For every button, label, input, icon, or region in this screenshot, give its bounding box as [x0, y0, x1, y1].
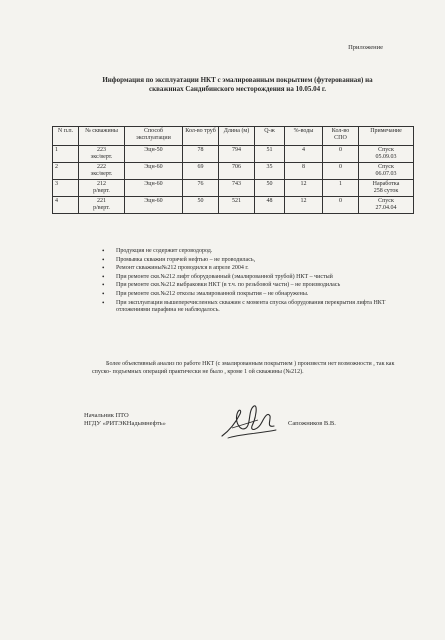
col-header-pipes: Кол-во труб: [183, 127, 219, 146]
cell-water: 12: [285, 180, 323, 197]
bullet-icon: •: [102, 255, 105, 264]
cell-q: 48: [255, 197, 285, 214]
cell-spo: 0: [323, 197, 359, 214]
list-item-text: Продукция не содержит сероводород.: [116, 248, 213, 254]
cell-spo: 1: [323, 180, 359, 197]
list-item: [102, 282, 402, 290]
well-type: р/верт.: [93, 205, 110, 211]
well-type: экс/верт.: [90, 154, 113, 160]
signatory-name: Сапожников В.В.: [288, 420, 336, 427]
list-item-text: При ремонте скв.№212 лифт оборудованный (эмалированной трубой) НКТ – чистый: [116, 273, 333, 280]
table-header-row: [53, 127, 414, 146]
cell-well: [79, 197, 125, 214]
appendix-label: Приложение: [348, 44, 383, 51]
cell-well: [79, 146, 125, 163]
cell-pipes: 69: [183, 163, 219, 180]
conclusion-paragraph: Более объективный анализ по работе НКТ (с эмалированным покрытием ) произвести нет возможности , так как спуско- подъемных операций практически не было , кроме 1 ой скважины (№212).: [92, 361, 395, 375]
list-item-text: При эксплуатации вышеперечисленных скважин с момента спуска оборудования перекрытия лифта НКТ отложениями парафина не наблюдалось.: [116, 299, 386, 314]
cell-method: Эцн-50: [125, 146, 183, 163]
cell-q: 51: [255, 146, 285, 163]
position-title: Начальник ПТО: [84, 412, 129, 419]
cell-water: 4: [285, 146, 323, 163]
list-item-text: Ремонт скважины№212 проводился в апреле 2004 г.: [116, 265, 249, 272]
well-type: экс/верт.: [90, 171, 113, 177]
col-header-water: %-воды: [285, 127, 323, 146]
list-item: [102, 265, 402, 273]
col-header-length: Длина (м): [219, 127, 255, 146]
cell-length: 706: [219, 163, 255, 180]
cell-pipes: 50: [183, 197, 219, 214]
note-line-1: Спуск: [378, 147, 394, 153]
bullet-icon: •: [102, 247, 105, 255]
cell-well: [79, 163, 125, 180]
col-header-method: Способ эксплуатации: [125, 127, 183, 146]
cell-note: [359, 197, 414, 214]
cell-method: Эцн-60: [125, 163, 183, 180]
list-item-text: Промывка скважин горячей нефтью – не проводилась,: [116, 256, 256, 263]
note-line-2: 27.04.04: [375, 205, 397, 211]
note-line-1: Наработка: [372, 181, 400, 187]
list-item-text: При ремонте скв.№212 отколы эмалированной покрытия – не обнаружены.: [116, 290, 309, 297]
findings-list: [102, 248, 402, 316]
col-header-n: N п.п.: [53, 127, 79, 146]
cell-q: 35: [255, 163, 285, 180]
cell-length: 743: [219, 180, 255, 197]
table-row: [53, 180, 414, 197]
col-header-spo: Кол-во СПО: [323, 127, 359, 146]
note-line-2: 05.09.03: [375, 154, 397, 160]
cell-method: Эцн-60: [125, 180, 183, 197]
cell-q: 50: [255, 180, 285, 197]
list-item: [102, 257, 402, 265]
signatory-position: [84, 412, 166, 428]
well-number: 222: [97, 164, 106, 170]
organization-name: НГДУ «РИТЭКНадымнефть»: [84, 420, 166, 427]
bullet-icon: •: [102, 272, 105, 281]
well-number: 221: [97, 198, 106, 204]
title-line-1: Информация по эксплуатации НКТ с эмалированным покрытием (футерованная) на: [102, 76, 373, 84]
cell-spo: 0: [323, 146, 359, 163]
col-header-well: № скважины: [79, 127, 125, 146]
bullet-icon: •: [102, 264, 105, 273]
cell-n: 1: [53, 146, 79, 163]
well-number: 223: [97, 147, 106, 153]
cell-method: Эцн-60: [125, 197, 183, 214]
well-type: р/верт.: [93, 188, 110, 194]
bullet-icon: •: [102, 289, 105, 298]
list-item: [102, 291, 402, 299]
note-line-2: 06.07.03: [375, 171, 397, 177]
bullet-icon: •: [102, 298, 105, 307]
list-item-text: При ремонте скв.№212 выбраковки НКТ (в т.ч. по резьбовой части) – не производилась: [116, 282, 341, 289]
cell-note: [359, 146, 414, 163]
cell-pipes: 76: [183, 180, 219, 197]
cell-note: [359, 180, 414, 197]
col-header-note: Примечание: [359, 127, 414, 146]
table-row: [53, 197, 414, 214]
table-row: [53, 163, 414, 180]
title-line-2: скважинах Сандибинского месторождения на 10.05.04 г.: [149, 85, 326, 93]
well-number: 212: [97, 181, 106, 187]
cell-length: 521: [219, 197, 255, 214]
cell-n: 4: [53, 197, 79, 214]
note-line-1: Спуск: [378, 198, 394, 204]
cell-well: [79, 180, 125, 197]
note-line-2: 258 суток: [373, 188, 399, 194]
wells-table: [52, 126, 414, 214]
cell-n: 3: [53, 180, 79, 197]
cell-length: 794: [219, 146, 255, 163]
col-header-q: Q-ж: [255, 127, 285, 146]
table-row: [53, 146, 414, 163]
list-item: [102, 248, 402, 256]
cell-water: 8: [285, 163, 323, 180]
handwritten-signature: [218, 400, 280, 446]
cell-n: 2: [53, 163, 79, 180]
document-title: [70, 76, 405, 94]
note-line-1: Спуск: [378, 164, 394, 170]
bullet-icon: •: [102, 281, 105, 290]
cell-water: 12: [285, 197, 323, 214]
cell-spo: 0: [323, 163, 359, 180]
list-item: [102, 300, 402, 315]
cell-note: [359, 163, 414, 180]
cell-pipes: 78: [183, 146, 219, 163]
list-item: [102, 274, 402, 282]
